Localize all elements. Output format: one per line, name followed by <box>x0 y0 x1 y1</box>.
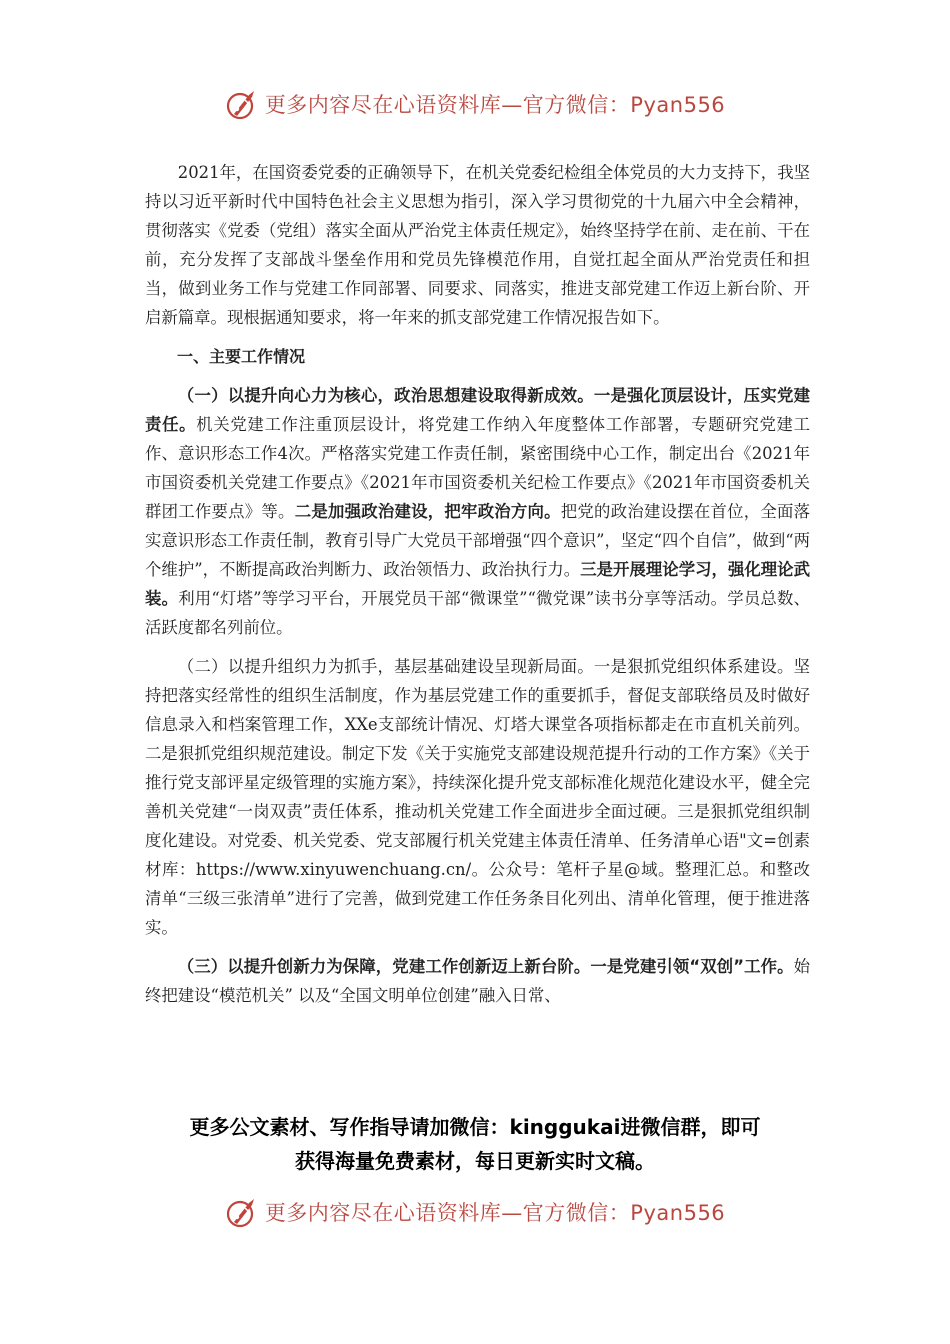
bold-lead-3: 三是开展理论学习，强化理论武装。 <box>145 560 810 608</box>
bold-lead-4: （三）以提升创新力为保障，党建工作创新迈上新台阶。一是党建引领“双创”工作。 <box>177 957 794 976</box>
paragraph-innovation <box>145 952 810 1010</box>
section-heading: 一、主要工作情况 <box>177 347 306 366</box>
footer-banner <box>0 1192 950 1232</box>
pen-nib-logo-icon <box>225 1195 259 1229</box>
paragraph-text: 机关党建工作注重顶层设计，将党建工作纳入年度整体工作部署，专题研究党建工作、意识形态工作4次。严格落实党建工作责任制，紧密围绕中心工作，制定出台《2021年市国资委机关党建工作要点》《2021年市国资委机关纪检工作要点》《2021年市国资委机关群团工作要点》等。 <box>145 415 811 521</box>
bold-lead-2: 二是加强政治建设，把牢政治方向。 <box>294 502 561 521</box>
paragraph-text: 把党的政治建设摆在首位，全面落实意识形态工作责任制，教育引导广大党员干部增强“四个意识”，坚定“四个自信”，做到“两个维护”，不断提高政治判断力、政治领悟力、政治执行力。 <box>145 502 811 579</box>
header-banner <box>0 84 950 124</box>
banner-text: 更多内容尽在心语资料库—官方微信：Pyan556 <box>264 1201 726 1225</box>
paragraph-text: 利用“灯塔”等学习平台，开展党员干部“微课堂”“微党课”读书分享等活动。学员总数、活跃度都名列前位。 <box>145 589 810 637</box>
banner-text: 更多内容尽在心语资料库—官方微信：Pyan556 <box>264 93 726 117</box>
paragraph-organization: （二）以提升组织力为抓手，基层基础建设呈现新局面。一是狠抓党组织体系建设。坚持把落实经常性的组织生活制度，作为基层党建工作的重要抓手，督促支部联络员及时做好信息录入和档案管理工作，XXe支部统计情况、灯塔大课堂各项指标都走在市直机关前列。二是狠抓党组织规范建设。制定下发《关于实施党支部建设规范提升行动的工作方案》《关于推行党支部评星定级管理的实施方案》，持续深化提升党支部标准化规范化建设水平，健全完善机关党建“一岗双责”责任体系，推动机关党建工作全面进步全面过硬。三是狠抓党组织制度化建设。对党委、机关党委、党支部履行机关党建主体责任清单、任务清单心语"文=创素材库：https://www.xinyuwenchuang.cn/。公众号：笔杆子星@域。整理汇总。和整改清单“三级三张清单”进行了完善，做到党建工作任务条目化列出、清单化管理，便于推进落实。 <box>145 657 810 937</box>
promo-notice <box>100 1110 850 1178</box>
paragraph-text: 始终把建设“模范机关” 以及“全国文明单位创建”融入日常、 <box>145 957 810 1005</box>
pen-nib-logo-icon <box>225 87 259 121</box>
bold-lead-1: （一）以提升向心力为核心，政治思想建设取得新成效。一是强化顶层设计，压实党建责任。 <box>145 386 810 434</box>
paragraph-political <box>145 381 810 642</box>
promo-line-1: 更多公文素材、写作指导请加微信：kinggukai进微信群，即可 <box>189 1115 761 1139</box>
intro-paragraph: 2021年，在国资委党委的正确领导下，在机关党委纪检组全体党员的大力支持下，我坚持以习近平新时代中国特色社会主义思想为指引，深入学习贯彻党的十九届六中全会精神，贯彻落实《党委（党组）落实全面从严治党主体责任规定》，始终坚持学在前、走在前、干在前，充分发挥了支部战斗堡垒作用和党员先锋模范作用，自觉扛起全面从严治党责任和担当，做到业务工作与党建工作同部署、同要求、同落实，推进支部党建工作迈上新台阶、开启新篇章。现根据通知要求，将一年来的抓支部党建工作情况报告如下。 <box>145 163 810 327</box>
document-body <box>145 158 810 1010</box>
promo-line-2: 获得海量免费素材，每日更新实时文稿。 <box>295 1149 655 1173</box>
